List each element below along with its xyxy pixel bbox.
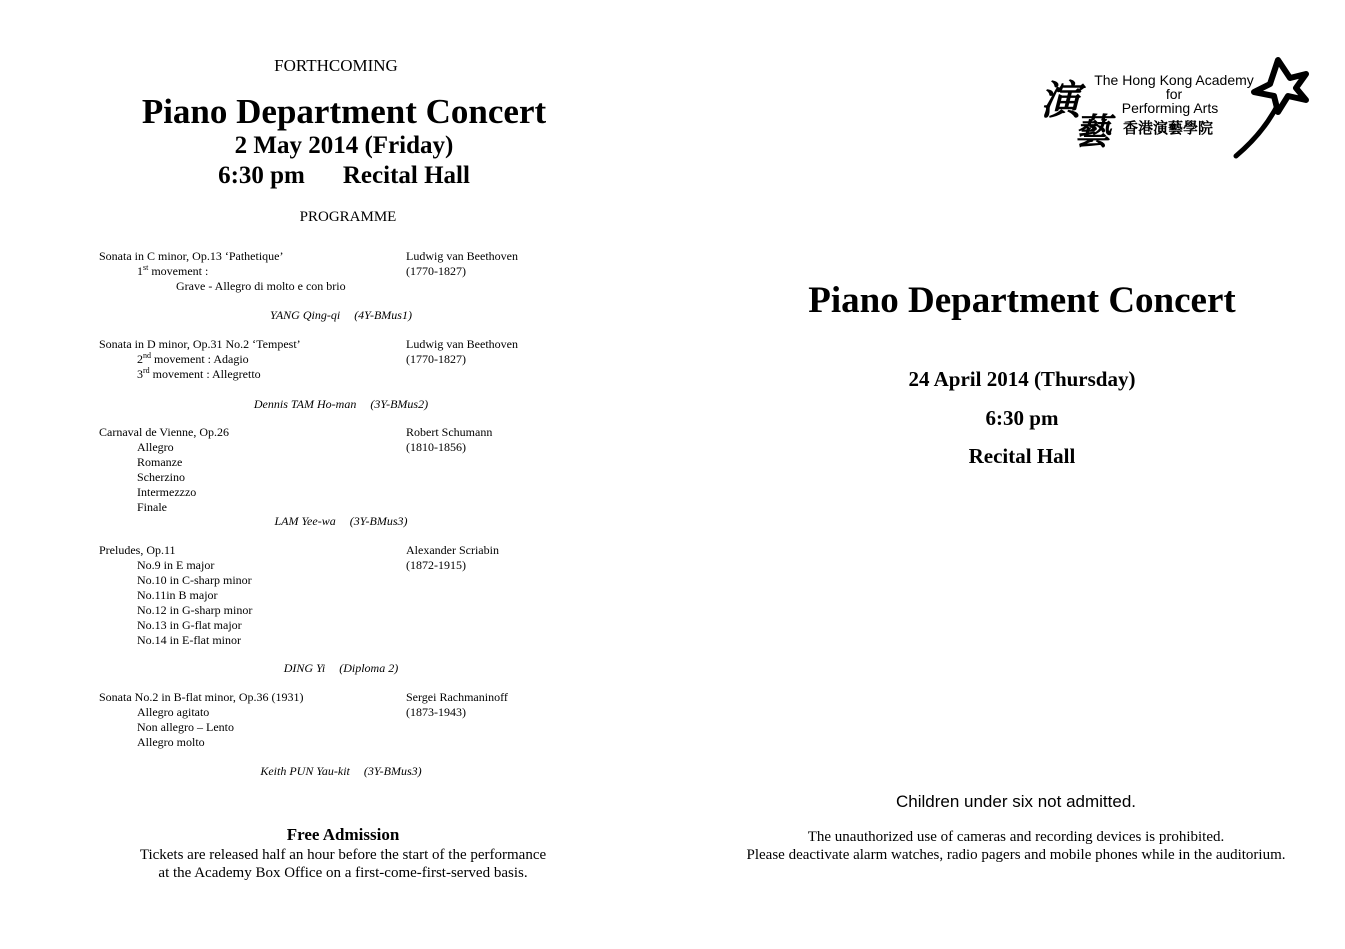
- programme-item-5: [99, 690, 304, 750]
- programme-item-4: [99, 543, 252, 648]
- logo-calligraphy-1: 演: [1040, 77, 1080, 124]
- programme-item-3: [99, 425, 229, 515]
- movement-line: No.10 in C-sharp minor: [137, 573, 252, 587]
- forthcoming-concert-title: Piano Department Concert: [141, 92, 547, 131]
- logo-en-line2: for: [1165, 86, 1183, 102]
- movement-line: Allegro agitato: [137, 705, 210, 719]
- performer-5: [110, 764, 572, 779]
- children-notice: Children under six not admitted.: [895, 792, 1137, 811]
- logo-en-line3: Performing Arts: [1121, 100, 1219, 116]
- movement-line: Intermezzzo: [137, 485, 197, 499]
- composer-dates: (1810-1856): [406, 440, 466, 454]
- composer-name: Alexander Scriabin: [406, 543, 499, 557]
- academy-logo-graphic: [1040, 56, 1310, 160]
- movement-line: No.14 in E-flat minor: [137, 633, 241, 647]
- performer-name: DING Yi: [283, 661, 326, 675]
- programme-item-1: [99, 249, 346, 294]
- movement-line: 2nd movement : Adagio: [137, 351, 249, 366]
- composer-name: Ludwig van Beethoven: [406, 337, 518, 351]
- movement-line: Non allegro – Lento: [137, 720, 234, 734]
- composer-dates: (1770-1827): [406, 264, 466, 278]
- composer-4: [406, 543, 499, 573]
- forthcoming-time: 6:30 pm: [218, 162, 305, 189]
- work-title: Sonata in D minor, Op.31 No.2 ‘Tempest’: [99, 337, 301, 351]
- performer-programme: (3Y-BMus3): [349, 514, 408, 528]
- movement-line: 3rd movement : Allegretto: [137, 366, 261, 381]
- composer-name: Sergei Rachmaninoff: [406, 690, 508, 704]
- work-title: Sonata No.2 in B-flat minor, Op.36 (1931): [99, 690, 304, 704]
- work-title: Preludes, Op.11: [99, 543, 176, 557]
- performer-programme: (Diploma 2): [339, 661, 399, 675]
- movement-line: Romanze: [137, 455, 183, 469]
- composer-dates: (1873-1943): [406, 705, 466, 719]
- composer-1: [406, 249, 518, 279]
- performer-name: Keith PUN Yau-kit: [260, 764, 350, 778]
- performer-name: YANG Qing-qi: [270, 308, 341, 322]
- academy-logo: [1040, 56, 1310, 160]
- forthcoming-time-venue: [90, 162, 598, 190]
- forthcoming-label: FORTHCOMING: [274, 56, 398, 75]
- ticket-info-line: Tickets are released half an hour before the start of the performance: [139, 847, 547, 863]
- concert-date: 24 April 2014 (Thursday): [908, 367, 1136, 391]
- logo-calligraphy-2: 藝: [1074, 111, 1111, 153]
- work-title: Carnaval de Vienne, Op.26: [99, 425, 230, 439]
- performer-2: [110, 397, 572, 412]
- programme-item-2: [99, 337, 301, 382]
- work-title: Sonata in C minor, Op.13 ‘Pathetique’: [99, 249, 284, 263]
- performer-1: [110, 308, 572, 323]
- programme-heading: PROGRAMME: [299, 209, 397, 225]
- brush-stroke: [1236, 108, 1276, 156]
- composer-2: [406, 337, 518, 367]
- movement-line: No.11in B major: [137, 588, 218, 602]
- logo-zh: 香港演藝學院: [1122, 119, 1214, 137]
- performer-name: Dennis TAM Ho-man: [253, 397, 357, 411]
- movement-line: Grave - Allegro di molto e con brio: [176, 279, 346, 293]
- performer-programme: (3Y-BMus2): [370, 397, 429, 411]
- concert-time: 6:30 pm: [985, 406, 1059, 430]
- composer-3: [406, 425, 492, 455]
- performer-programme: (3Y-BMus3): [363, 764, 422, 778]
- concert-title: Piano Department Concert: [808, 280, 1236, 321]
- composer-dates: (1872-1915): [406, 558, 466, 572]
- star-mark: [1254, 60, 1306, 112]
- ticket-info: [100, 846, 586, 882]
- movement-line: No.9 in E major: [137, 558, 215, 572]
- composer-name: Ludwig van Beethoven: [406, 249, 518, 263]
- composer-5: [406, 690, 508, 720]
- device-notice: [700, 828, 1332, 864]
- forthcoming-venue: Recital Hall: [342, 162, 470, 189]
- device-notice-line: Please deactivate alarm watches, radio pagers and mobile phones while in the auditorium.: [746, 847, 1286, 863]
- movement-line: No.13 in G-flat major: [137, 618, 242, 632]
- movement-line: Allegro: [137, 440, 174, 454]
- performer-name: LAM Yee-wa: [274, 514, 336, 528]
- movement-line: Scherzino: [137, 470, 185, 484]
- ticket-info-line: at the Academy Box Office on a first-come-first-served basis.: [158, 865, 528, 881]
- composer-name: Robert Schumann: [406, 425, 493, 439]
- logo-en-line1: The Hong Kong Academy: [1094, 72, 1254, 88]
- device-notice-line: The unauthorized use of cameras and recording devices is prohibited.: [807, 829, 1225, 845]
- performer-3: [110, 514, 572, 529]
- performer-programme: (4Y-BMus1): [354, 308, 412, 322]
- forthcoming-concert-date: 2 May 2014 (Friday): [234, 132, 454, 159]
- movement-line: Finale: [137, 500, 167, 514]
- free-admission-heading: Free Admission: [286, 825, 400, 844]
- performer-4: [110, 661, 572, 676]
- concert-venue: Recital Hall: [968, 444, 1076, 468]
- movement-line: Allegro molto: [137, 735, 205, 749]
- movement-line: 1st movement :: [137, 263, 209, 278]
- movement-line: No.12 in G-sharp minor: [137, 603, 253, 617]
- composer-dates: (1770-1827): [406, 352, 466, 366]
